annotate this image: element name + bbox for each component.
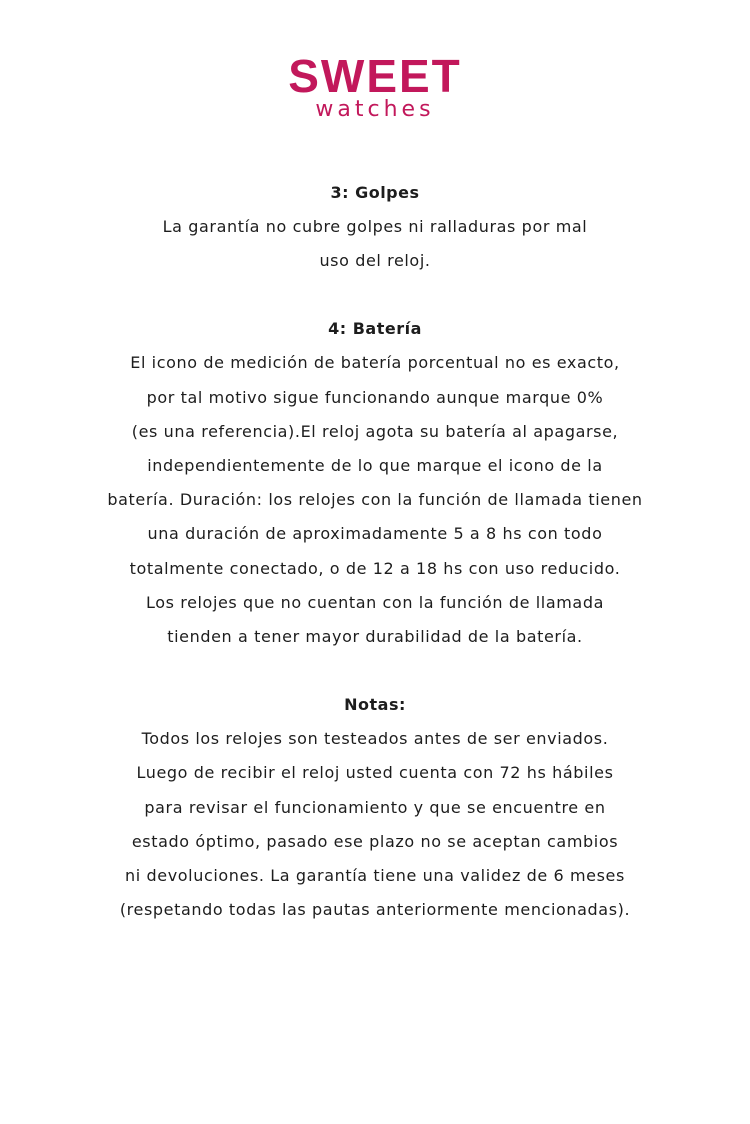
brand-subtitle: watches [315, 97, 435, 122]
text-line: El icono de medición de batería porcentual no es exacto, [130, 353, 620, 373]
text-line: independientemente de lo que marque el icono de la [147, 456, 603, 476]
text-line: uso del reloj. [319, 251, 431, 271]
section-title: 3: Golpes [330, 183, 420, 202]
text-line: Luego de recibir el reloj usted cuenta con 72 hs hábiles [136, 763, 614, 783]
text-line: ni devoluciones. La garantía tiene una validez de 6 meses [125, 866, 625, 886]
text-line: (respetando todas las pautas anteriormente mencionadas). [119, 900, 631, 920]
text-line: La garantía no cubre golpes ni ralladuras por mal [162, 217, 588, 236]
text-line: tienden a tener mayor durabilidad de la batería. [167, 627, 583, 647]
section-title: Notas: [344, 695, 406, 715]
brand-name: SWEET [288, 50, 462, 102]
text-line: para revisar el funcionamiento y que se encuentre en [144, 797, 606, 817]
text-line: totalmente conectado, o de 12 a 18 hs con uso reducido. [129, 558, 621, 578]
text-line: por tal motivo sigue funcionando aunque marque 0% [146, 387, 604, 407]
section-notas [0, 688, 750, 927]
section-title: 4: Batería [328, 319, 422, 339]
text-line: estado óptimo, pasado ese plazo no se aceptan cambios [131, 831, 619, 851]
text-line: (es una referencia).El reloj agota su batería al apagarse, [131, 421, 619, 441]
brand-logo [0, 52, 750, 122]
section-golpes [0, 176, 750, 278]
text-line: una duración de aproximadamente 5 a 8 hs con todo [147, 524, 603, 544]
text-line: batería. Duración: los relojes con la función de llamada tienen [107, 490, 643, 510]
text-line: Todos los relojes son testeados antes de ser enviados. [141, 729, 609, 749]
terms-content [0, 176, 750, 961]
text-line: Los relojes que no cuentan con la función de llamada [146, 592, 604, 612]
section-bateria [0, 312, 750, 654]
